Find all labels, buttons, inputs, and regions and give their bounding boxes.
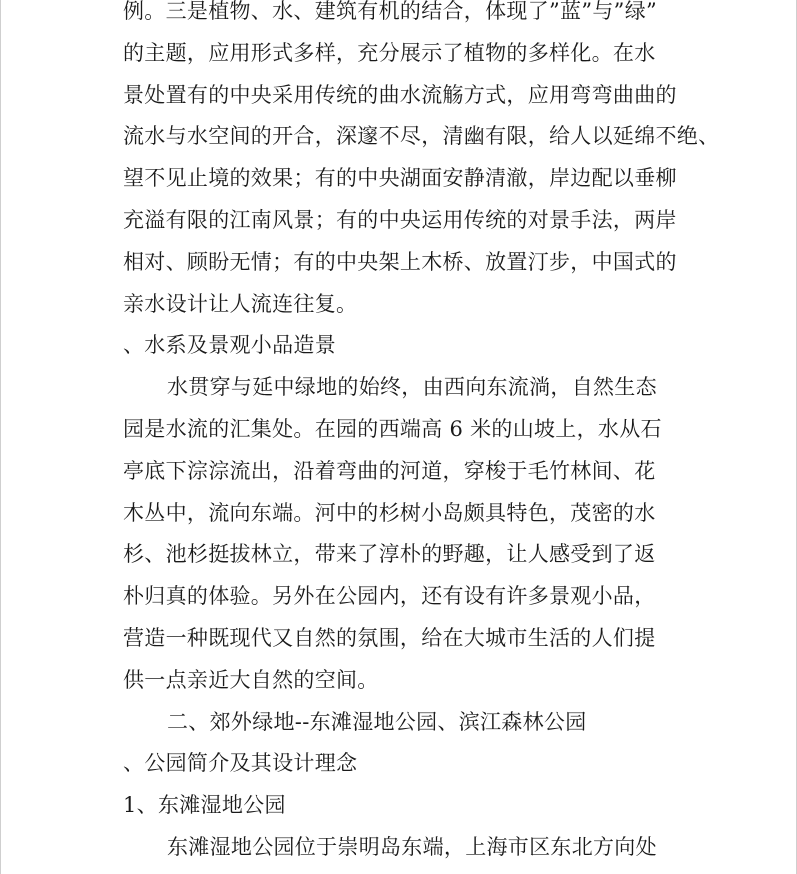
text-line: 流水与水空间的开合，深邃不尽，清幽有限，给人以延绵不绝、 <box>123 124 720 149</box>
text-line: 景处置有的中央采用传统的曲水流觞方式，应用弯弯曲曲的 <box>123 82 677 107</box>
text-line: 亲水设计让人流连往复。 <box>123 291 358 316</box>
subsection-heading: 1、东滩湿地公园 <box>123 793 286 818</box>
text-line: 亭底下淙淙流出，沿着弯曲的河道，穿梭于毛竹林间、花 <box>123 458 656 483</box>
text-line: 充溢有限的江南风景；有的中央运用传统的对景手法，两岸 <box>123 207 677 232</box>
text-line: 朴归真的体验。另外在公园内，还有设有许多景观小品， <box>123 584 656 609</box>
text-line: 园是水流的汇集处。在园的西端高 6 米的山坡上，水从石 <box>123 416 662 441</box>
section-heading: 、水系及景观小品造景 <box>123 333 336 358</box>
text-line: 水贯穿与延中绿地的始终，由西向东流淌，自然生态 <box>167 375 657 400</box>
text-line: 望不见止境的效果；有的中央湖面安静清澈，岸边配以垂柳 <box>123 166 677 191</box>
text-line: 木丛中，流向东端。河中的杉树小岛颇具特色，茂密的水 <box>123 500 656 525</box>
page-left-edge <box>0 0 1 874</box>
text-line: 杉、池杉挺拔林立，带来了淳朴的野趣，让人感受到了返 <box>123 542 656 567</box>
text-line: 相对、顾盼无情；有的中央架上木桥、放置汀步，中国式的 <box>123 249 677 274</box>
chapter-heading: 二、郊外绿地--东滩湿地公园、滨江森林公园 <box>167 709 587 734</box>
text-line: 供一点亲近大自然的空间。 <box>123 667 379 692</box>
text-line: 东滩湿地公园位于崇明岛东端，上海市区东北方向处 <box>167 834 657 859</box>
document-page <box>123 0 720 869</box>
section-heading: 、公园简介及其设计理念 <box>123 751 358 776</box>
text-line: 的主题，应用形式多样，充分展示了植物的多样化。在水 <box>123 40 656 65</box>
text-line: 例。三是植物、水、建筑有机的结合，体现了”蓝”与”绿” <box>123 0 658 23</box>
text-line: 营造一种既现代又自然的氛围，给在大城市生活的人们提 <box>123 625 656 650</box>
